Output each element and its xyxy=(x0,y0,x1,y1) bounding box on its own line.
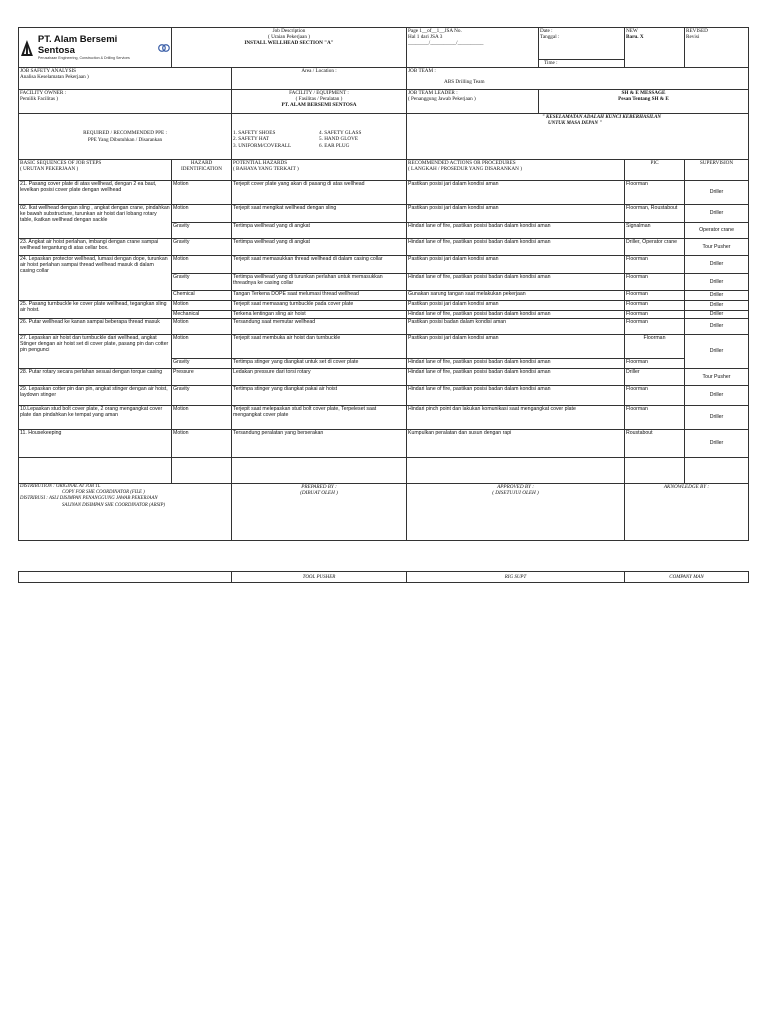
hazard-cell: Motion xyxy=(172,256,232,274)
acknowledge-by-label: AKNOWLEDGE BY : xyxy=(663,484,710,490)
action-cell: Hindari lane of fire, pastikan posisi badan dalam kondisi aman xyxy=(407,359,625,369)
supervision-cell: Driller xyxy=(685,274,749,291)
facility-equipment-cell xyxy=(232,90,407,114)
date-cell xyxy=(539,28,625,60)
pic-cell: Floorman xyxy=(625,301,685,311)
job-description-label: Job Description xyxy=(272,28,306,34)
pic-cell: Driller, Operator crane xyxy=(625,239,685,256)
potential-cell: Terjepit saat melepaskan stud bolt cover plate, Terpeleset saat mengangkat cover plate xyxy=(232,406,407,430)
potential-cell: Terjepit saat mengikat wellhead dengan sling xyxy=(232,205,407,223)
table-row xyxy=(19,369,749,386)
hazard-cell: Motion xyxy=(172,301,232,311)
table-row xyxy=(19,406,749,430)
revised-label: REVISED xyxy=(686,28,708,34)
approved-by-label: APPROVED BY : xyxy=(497,484,534,490)
potential-cell: Terkena lentingan sling air hoist xyxy=(232,311,407,319)
hazard-cell: Gravity xyxy=(172,223,232,239)
column-header-row xyxy=(19,160,749,181)
potential-cell: Tertimpa wellhead yang di turunkan perlahan untuk memasukkan threadnya ke casing collar xyxy=(232,274,407,291)
hazard-cell: Chemical xyxy=(172,291,232,301)
prepared-by-sub: (DIBUAT OLEH ) xyxy=(300,490,338,497)
baru-label: Baru. xyxy=(626,34,639,41)
hazard-cell: Motion xyxy=(172,406,232,430)
hazard-cell: Mechanical xyxy=(172,311,232,319)
pic-cell: Floorman xyxy=(625,406,685,430)
supervision-cell: Driller xyxy=(685,256,749,274)
action-cell: Pastikan posisi jari dalam kondisi aman xyxy=(407,181,625,205)
col-supervision-label: SUPERVISION xyxy=(699,160,734,166)
team-leader-label: JOB TEAM LEADER : xyxy=(408,90,458,96)
pic-cell: Floorman xyxy=(625,311,685,319)
step-cell: 24. Lepaskan protector wellhead, lumasi dengan dope, turunkan air hoist perlahan sampai thread wellhead masuk di dalam casing collar xyxy=(19,256,172,301)
distribution-cell xyxy=(19,484,232,541)
ppe-item: 1. SAFETY SHOES xyxy=(233,130,276,137)
step-cell: 10.Lepaskan stud bolt cover plate, 2 orang mengangkat cover plate dan pindahkan ke tempat yang aman xyxy=(19,406,172,430)
table-row xyxy=(19,301,749,311)
jsa-label: JOB SAFETY ANALYSIS xyxy=(20,68,77,74)
ppe-sub: PPE Yang Dibutuhkan / Disarankan xyxy=(87,136,163,143)
facility-owner-label: FACILITY OWNER : xyxy=(20,90,67,96)
job-description-sub: ( Uraian Pekerjaan ) xyxy=(268,34,310,41)
step-cell: 23. Angkat air hoist perlahan, imbangi dengan crane sampai wellhead tergantung di atas cellar box. xyxy=(19,239,172,256)
approved-by-cell xyxy=(407,484,625,541)
supervision-cell: Driller xyxy=(685,335,749,369)
supervision-cell: Driller xyxy=(685,311,749,319)
she-quote-line-1: " KESELAMATAN ADALAH KUNCI KEBERHASILAN xyxy=(542,115,662,120)
tanggal-label: Tanggal : xyxy=(540,34,560,41)
action-cell: Hindari lane of fire, pastikan posisi badan dalam kondisi aman xyxy=(407,274,625,291)
job-title: INSTALL WELLHEAD SECTION "A" xyxy=(244,40,334,47)
col-supervision xyxy=(685,160,749,181)
potential-cell: Terjepit saat membuka air hoist dan turnbuckle xyxy=(232,335,407,359)
col-hazard-sub: IDENTIFICATION xyxy=(181,166,222,173)
hazard-cell: Motion xyxy=(172,430,232,458)
time-label: Time : xyxy=(544,60,558,66)
approved-by-sub: ( DISETUJUI OLEH ) xyxy=(492,490,539,497)
job-team-value: ABS Drilling Team xyxy=(444,79,485,86)
distribution-line-1: DISTRIBUTION : ORIGINAL AT JOB TL xyxy=(20,484,101,489)
col-potential xyxy=(232,160,407,181)
hazard-cell: Motion xyxy=(172,319,232,335)
pic-cell: Floorman xyxy=(625,359,685,369)
ppe-label: REQUIRED / RECOMMENDED PPE : xyxy=(83,130,167,137)
potential-cell: Terjepit cover plate yang akan di pasang di atas wellhead xyxy=(232,181,407,205)
hazard-cell: Gravity xyxy=(172,386,232,406)
action-cell: Hindari lane of fire, pastikan posisi badan dalam kondisi aman xyxy=(407,223,625,239)
facility-row xyxy=(19,90,749,114)
potential-cell: Tertimpa wellhead yang di angkat xyxy=(232,223,407,239)
signature-blank xyxy=(19,572,232,583)
action-cell: Hindari pinch point dan lakukan komunikasi saat mengangkat cover plate xyxy=(407,406,625,430)
job-team-cell xyxy=(407,68,749,90)
prepared-by-cell xyxy=(232,484,407,541)
she-quote-line-2: UNTUK MASA DEPAN " xyxy=(548,121,602,126)
potential-cell: Tertimpa stinger yang diangkat untuk set di cover plate xyxy=(232,359,407,369)
facility-equipment-label: FACILITY / EQUIPMENT : xyxy=(289,90,349,96)
pic-cell: Signalman xyxy=(625,223,685,239)
action-cell: Hindari lane of fire, pastikan posisi badan dalam kondisi aman xyxy=(407,369,625,386)
she-quote-cell xyxy=(407,114,749,160)
job-description-cell xyxy=(172,28,407,68)
page-line: Page 1__of__1__JSA No. xyxy=(408,28,462,34)
signature-row xyxy=(18,571,749,583)
potential-cell: Tersandung saat memutar wellhead xyxy=(232,319,407,335)
col-actions-label: RECOMMENDED ACTIONS OR PROCEDURES xyxy=(408,160,516,166)
hazard-cell: Gravity xyxy=(172,274,232,291)
action-cell: Pastikan posisi jari dalam kondisi aman xyxy=(407,301,625,311)
company-emblem-icon xyxy=(158,44,170,52)
step-cell: 26. Putar wellhead ke kanan sampai beberapa thread masuk xyxy=(19,319,172,335)
footer-row xyxy=(19,484,749,541)
pic-cell: Floorman, Roustabout xyxy=(625,205,685,223)
company-logo-cell xyxy=(19,28,172,68)
revisi-label: Revisi xyxy=(686,34,700,41)
date-label: Date : xyxy=(540,28,553,34)
hazard-cell: Motion xyxy=(172,335,232,359)
table-row xyxy=(19,239,749,256)
pic-cell: Roustabout xyxy=(625,430,685,458)
ppe-item: 3. UNIFORM/COVERALL xyxy=(233,142,292,149)
team-leader-cell xyxy=(407,90,539,114)
hazard-cell: Motion xyxy=(172,205,232,223)
action-cell: Pastikan posisi jari dalam kondisi aman xyxy=(407,335,625,359)
supervision-cell: Driller xyxy=(685,406,749,430)
step-cell: 27. Lepaskan air hoist dan turnbuckle dari wellhead, angkat Stinger dengan air hoist set di cover plate, pasang pin dan cotter pin pengunci xyxy=(19,335,172,369)
col-potential-sub: ( BAHAYA YANG TERKAIT ) xyxy=(233,166,299,173)
potential-cell: Tertimpa stinger yang diangkat pakai air hoist xyxy=(232,386,407,406)
supervision-cell: Driller xyxy=(685,301,749,311)
potential-cell: Ledakan pressure dari torsi rotary xyxy=(232,369,407,386)
area-cell xyxy=(232,68,407,90)
jsa-number-line: ________/__________/__________ xyxy=(408,40,484,47)
empty-row xyxy=(19,458,749,484)
supervision-cell: Driller xyxy=(685,181,749,205)
col-actions-sub: ( LANGKAH / PROSEDUR YANG DISARANKAN ) xyxy=(408,166,522,173)
she-message-cell xyxy=(539,90,749,114)
col-actions xyxy=(407,160,625,181)
company-tagline: Perusahaan Engineering, Construction & Drilling Services xyxy=(37,56,130,61)
col-steps xyxy=(19,160,172,181)
pic-cell: Floorman xyxy=(625,386,685,406)
action-cell: Gunakan sarung tangan saat melakukan pekerjaan xyxy=(407,291,625,301)
supervision-cell: Driller xyxy=(685,205,749,223)
pic-cell: Driller xyxy=(625,369,685,386)
revised-cell xyxy=(685,28,749,68)
ppe-item: 6. EAR PLUG xyxy=(319,142,350,149)
supervision-cell: Tour Pusher xyxy=(685,369,749,386)
team-leader-sub: ( Penanggung Jawab Pekerjaan ) xyxy=(408,96,476,103)
pic-cell: Floorman xyxy=(625,256,685,274)
hazard-cell: Gravity xyxy=(172,239,232,256)
table-row xyxy=(19,386,749,406)
jsa-cell xyxy=(19,68,232,90)
col-pic xyxy=(625,160,685,181)
col-hazard xyxy=(172,160,232,181)
ppe-item: 5. HAND GLOVE xyxy=(319,136,359,143)
supervision-cell: Operator crane xyxy=(685,223,749,239)
action-cell: Pastikan posisi badan dalam kondisi aman xyxy=(407,319,625,335)
facility-owner-cell xyxy=(19,90,232,114)
acknowledge-by-cell xyxy=(625,484,749,541)
tool-pusher-signature: TOOL PUSHER xyxy=(232,572,407,583)
pic-cell: Floorman xyxy=(625,291,685,301)
facility-owner-sub: Pemilik Facilitas ) xyxy=(20,96,59,103)
table-row xyxy=(19,319,749,335)
company-man-signature: COMPANY MAN xyxy=(625,572,749,583)
potential-cell: Tangan Terkena DOPE saat melumasi thread wellhead xyxy=(232,291,407,301)
pic-cell: Floorman xyxy=(625,181,685,205)
col-pic-label: PIC xyxy=(650,160,659,166)
supervision-cell: Driller xyxy=(685,430,749,458)
area-label: Area / Location : xyxy=(301,68,337,74)
page-number-cell xyxy=(407,28,539,68)
potential-cell: Terjepit saat memasang turnbuckle pada cover plate xyxy=(232,301,407,311)
table-row xyxy=(19,335,749,359)
step-cell: 11. Housekeeping xyxy=(19,430,172,458)
rig-supt-signature: RIG SUPT xyxy=(407,572,625,583)
she-message-sub: Pesan Tentang SH & E xyxy=(618,96,669,103)
action-cell: Pastikan posisi jari dalam kondisi aman xyxy=(407,205,625,223)
potential-cell: Terjepit saat memasukkan thread wellhead di dalam casing collar xyxy=(232,256,407,274)
table-row xyxy=(19,430,749,458)
prepared-by-label: PREPARED BY : xyxy=(301,484,337,490)
hazard-cell: Gravity xyxy=(172,359,232,369)
step-cell: 21. Pasang cover plate di atas wellhead, dengan 2 ea baut, levelkan posisi cover plate dengan wellhead xyxy=(19,181,172,205)
new-cell xyxy=(625,28,685,68)
facility-equipment-sub: ( Fasilitas / Peralatan ) xyxy=(295,96,343,103)
hazard-cell: Motion xyxy=(172,181,232,205)
jsa-info-row xyxy=(19,68,749,90)
facility-equipment-value: PT. ALAM BERSEMI SENTOSA xyxy=(281,102,357,109)
potential-cell: Tertimpa wellhead yang di angkat xyxy=(232,239,407,256)
hazard-cell: Pressure xyxy=(172,369,232,386)
new-label: NEW xyxy=(626,28,638,34)
supervision-cell: Driller xyxy=(685,291,749,301)
distribusi-line-1: DISTRIBUSI : ASLI DISIMPAN PENANGGUNG JAWAB PEKERJAAN xyxy=(20,496,158,502)
step-cell: 02. Ikat wellhead dengan sling , angkat dengan crane, pindahkan ke bawah substructure, turunkan air hoist dari lobang rotary table, ikatkan wellhead dengan sackle xyxy=(19,205,172,239)
time-cell xyxy=(539,60,625,68)
table-row xyxy=(19,205,749,223)
table-row xyxy=(19,256,749,274)
pic-cell: Floorman xyxy=(625,274,685,291)
supervision-cell: Driller xyxy=(685,319,749,335)
ppe-item: 2. SAFETY HAT xyxy=(233,136,269,143)
distribusi-line-2: SALINAN DISIMPAN SHE COORDINATOR (ARSIP) xyxy=(62,502,166,508)
jsa-form xyxy=(18,27,749,541)
pic-cell: Floorman xyxy=(625,335,685,359)
ppe-row xyxy=(19,114,749,160)
ppe-label-cell xyxy=(19,114,232,160)
job-team-label: JOB TEAM : xyxy=(408,68,436,74)
she-message-title: SH & E MESSAGE xyxy=(621,90,666,96)
action-cell: Kumpulkan peralatan dan susun dengan rapi xyxy=(407,430,625,458)
col-potential-label: POTENTIAL HAZARDS xyxy=(233,160,288,166)
distribution-line-2: COPY FOR SHE COORDINATOR (FILE ) xyxy=(62,490,145,496)
table-row xyxy=(19,181,749,205)
step-cell: 28. Putar rotary secara perlahan sesuai dengan torque casing xyxy=(19,369,172,386)
action-cell: Pastikan posisi jari dalam kondisi aman xyxy=(407,256,625,274)
action-cell: Hindari lane of fire, pastikan posisi badan dalam kondisi aman xyxy=(407,311,625,319)
company-name: PT. Alam Bersemi Sentosa xyxy=(37,34,118,57)
col-steps-sub: ( URUTAN PEKERJAAN ) xyxy=(20,166,79,173)
step-cell: 25. Pasang turnbuckle ke cover plate wellhead, tegangkan sling air hoist. xyxy=(19,301,172,319)
col-hazard-label: HAZARD xyxy=(190,160,213,166)
ppe-items-cell xyxy=(232,114,407,160)
hal-line: Hal 1 dari JSA 3 xyxy=(408,34,443,41)
action-cell: Hindari lane of fire, pastikan posisi badan dalam kondisi aman xyxy=(407,386,625,406)
action-cell: Hindari lane of fire, pastikan posisi badan dalam kondisi aman xyxy=(407,239,625,256)
baru-mark: X xyxy=(639,34,644,41)
supervision-cell: Driller xyxy=(685,386,749,406)
supervision-cell: Tour Pusher xyxy=(685,239,749,256)
derrick-logo-icon xyxy=(20,40,34,56)
col-steps-label: BASIC SEQUENCES OF JOB STEPS xyxy=(20,160,102,166)
jsa-sub: Analisa Keselamatan Pekerjaan ) xyxy=(20,74,89,81)
step-cell: 29. Lepaskan cotter pin dan pin, angkat stinger dengan air hoist, laydown stinger xyxy=(19,386,172,406)
form-header xyxy=(19,28,749,60)
ppe-item: 4. SAFETY GLASS xyxy=(319,130,362,137)
pic-cell: Floorman xyxy=(625,319,685,335)
potential-cell: Tersandung peralatan yang berserakan xyxy=(232,430,407,458)
